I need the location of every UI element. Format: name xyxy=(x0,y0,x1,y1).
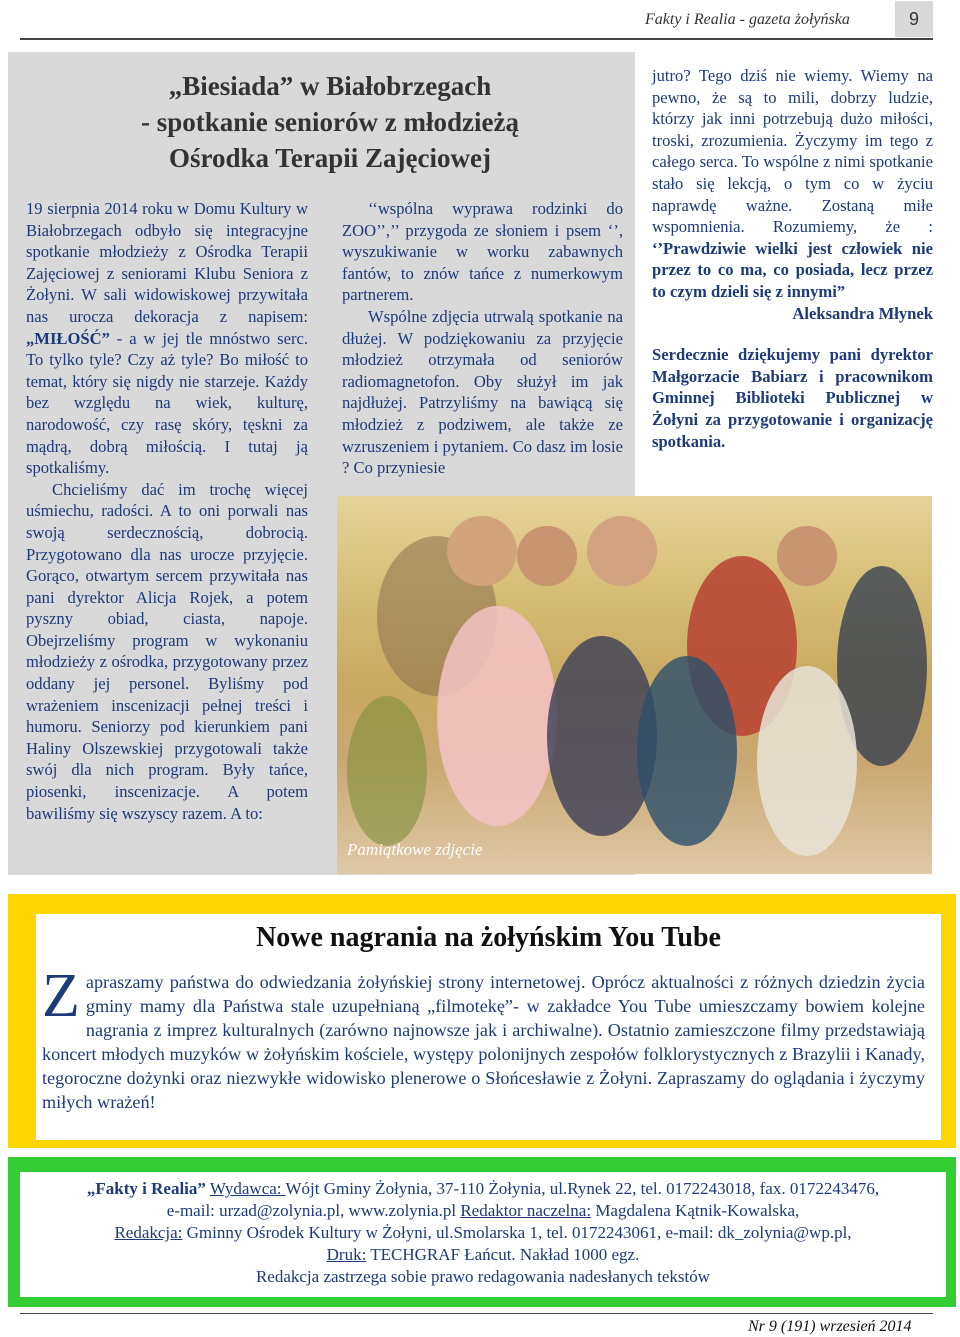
dropcap: Z xyxy=(42,962,80,1030)
article-column-3 xyxy=(652,65,933,452)
imprint xyxy=(20,1178,946,1288)
imprint-line-3: Redakcja: Gminny Ośrodek Kultury w Żołyni, ul.Smolarska 1, tel. 0172243061, e-mail: dk_zolynia@wp.pl, xyxy=(114,1223,852,1242)
title-line-1: „Biesiada” w Białobrzegach xyxy=(168,71,492,101)
youtube-text: Zapraszamy państwa do odwiedzania żołyńskiej strony internetowej. Oprócz aktualności z różnych dziedzin życia gminy mamy dla Państwa stale uzupełnianą „filmotekę”- w zakładce You Tube umieszczamy bowiem kolejne nagrania z imprez kulturalnych (zarówno najnowsze jak i archiwalne). Ostatnio zamieszczone filmy przedstawiają koncert młodych muzyków w żołyńskim kościele, występy polonijnych zespołów folklorystycznych z Brazylii i Kanady, tegoroczne dożynki oraz niezwykłe widowisko plenerowe o Słońcesławie z Żołyni. Zapraszamy do oglądania i życzymy miłych wrażeń! xyxy=(42,962,925,1112)
article-paragraph: ‘‘wspólna wyprawa rodzinki do ZOO’’,’’ przygoda ze słoniem i psem ‘’, wyszukiwanie w worku zabawnych fantów, to znów tańce z numerkowym partnerem. xyxy=(342,199,623,305)
youtube-title: Nowe nagrania na żołyńskim You Tube xyxy=(256,922,721,953)
imprint-disclaimer: Redakcja zastrzega sobie prawo redagowania nadesłanych tekstów xyxy=(255,1267,711,1286)
article-title xyxy=(100,68,560,176)
issue-info: Nr 9 (191) wrzesień 2014 xyxy=(748,1318,912,1335)
article-paragraph: Wspólne zdjęcia utrwalą spotkanie na dłużej. W podziękowaniu za przyjęcie młodzież otrzymała od seniorów radiomagnetofon. Oby służył im jak najdłużej. Patrzyliśmy na bawiącą się młodzież z podziwem, ale także ze wzruszeniem i pytaniem. Co dasz im losie ? Co przyniesie xyxy=(342,306,623,478)
heart-sign-text: „MIŁOŚĆ” xyxy=(26,328,110,348)
article-column-1 xyxy=(26,198,308,824)
imprint-line-4: Druk: TECHGRAF Łańcut. Nakład 1000 egz. xyxy=(326,1245,640,1264)
article-paragraph: 19 sierpnia 2014 roku w Domu Kultury w Białobrzegach odbyło się integracyjne spotkanie młodzieży z Ośrodka Terapii Zajęciowej z seniorami Klubu Seniora z Żołyni. W sali widowiskowej przywitała nas urocza dekoracja z napisem: „MIŁOŚĆ” - a w jej tle mnóstwo serc. To tylko tyle? Czy aż tyle? Bo miłość to temat, który się nigdy nie starzeje. Każdy bez względu na wiek, kulturę, narodowość, czy rasę skóry, tęskni za mądrą, dobrą miłością. I tutaj ją spotkaliśmy. xyxy=(26,199,308,478)
publication-name: Fakty i Realia - gazeta żołyńska xyxy=(645,11,850,28)
thanks-note: Serdecznie dziękujemy pani dyrektor Małgorzacie Babiarz i pracownikom Gminnej Biblioteki Publicznej w Żołyni za przygotowanie i organizację spotkania. xyxy=(652,345,933,451)
article-paragraph: Chcieliśmy dać im trochę więcej uśmiechu, radości. A to oni porwali nas swoją serdecznością, dobrocią. Przygotowano dla nas urocze przyjęcie. Gorąco, otwartym sercem przywitała nas pani dyrektor Alicja Rojek, a potem pyszny obiad, ciasta, napoje. Obejrzeliśmy program w wykonaniu młodzieży z ośrodka, przygotowany przez oddany jej personel. Byliśmy pod wrażeniem inscenizacji pełnej treści i humoru. Seniorzy pod kierunkiem pani Haliny Olszewskiej przygotowali także swój dla nich program. Były tańce, piosenki, inscenizacje. A potem bawiliśmy się wszyscy razem. A to: xyxy=(26,479,308,823)
imprint-line-1: „Fakty i Realia” Wydawca: Wójt Gminy Żołynia, 37-110 Żołynia, ul.Rynek 22, tel. 0172243018, fax. 0172243476, xyxy=(86,1179,880,1198)
article-paragraph: jutro? Tego dziś nie wiemy. Wiemy na pewno, że są to mili, dobrzy ludzie, którzy jak inni potrzebują dużo miłości, troski, zrozumienia. Życzymy im tego z całego serca. To wspólne z nimi spotkanie stało się lekcją, o tym co w życiu naprawdę ważne. Zostaną miłe wspomnienia. Rozumiemy, że : ‘’Prawdziwie wielki jest człowiek nie przez to co ma, co posiada, lecz przez to czym dzieli się z innymi” xyxy=(652,66,933,301)
imprint-line-2: e-mail: urzad@zolynia.pl, www.zolynia.pl Redaktor naczelna: Magdalena Kątnik-Kowalska, xyxy=(166,1201,800,1220)
footer-rule xyxy=(20,1313,933,1314)
page-header xyxy=(0,0,960,40)
author: Aleksandra Młynek xyxy=(792,303,933,323)
title-line-3: Ośrodka Terapii Zajęciowej xyxy=(168,143,491,173)
page-number: 9 xyxy=(895,1,933,37)
header-rule xyxy=(20,38,933,40)
photo-caption: Pamiątkowe zdjęcie xyxy=(347,840,483,859)
group-photo xyxy=(337,496,932,874)
quote: ‘’Prawdziwie wielki jest człowiek nie przez to co ma, co posiada, lecz przez to czym dzieli się z innymi” xyxy=(652,238,933,301)
title-line-2: - spotkanie seniorów z młodzieżą xyxy=(141,107,519,137)
article-column-2 xyxy=(342,198,623,479)
